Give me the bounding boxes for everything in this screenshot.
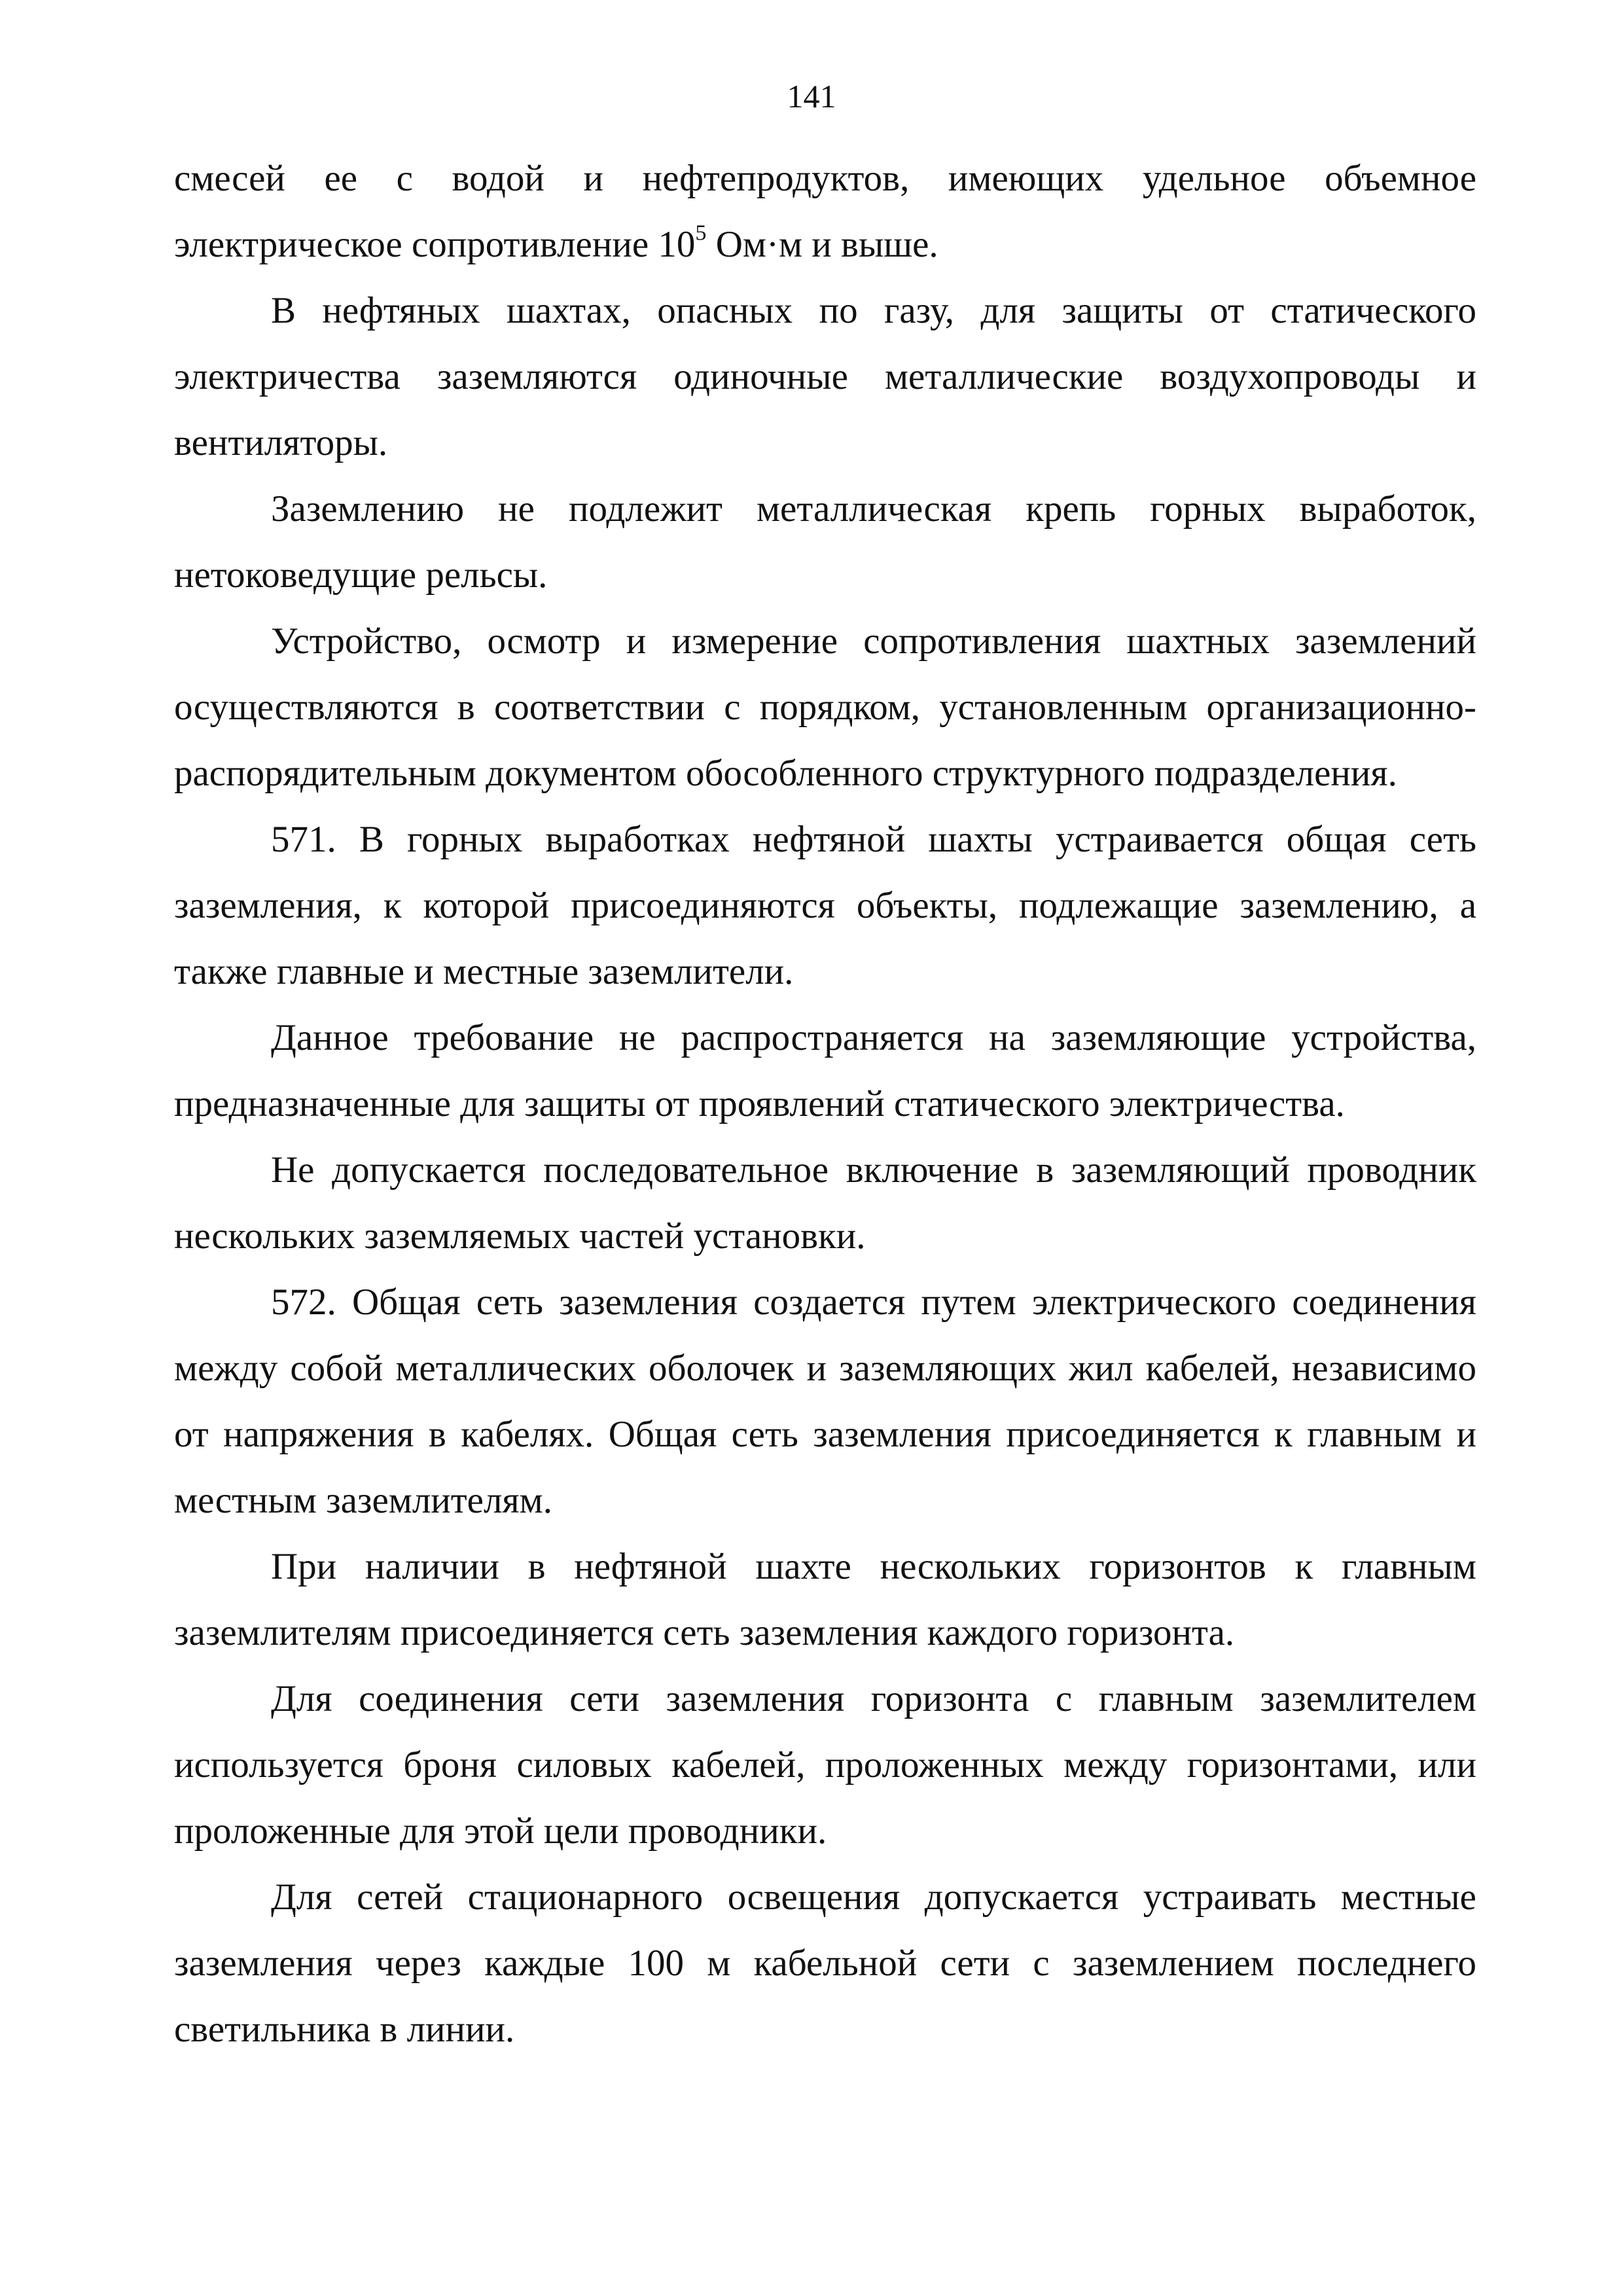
- paragraph-series-connection: Не допускается последовательное включение в заземляющий проводник нескольких заземляемых частей установки.: [174, 1149, 1476, 1257]
- paragraph-inspection: Устройство, осмотр и измерение сопротивления шахтных заземлений осуществляются в соответствии с порядком, установленным организационно-распорядительным документом обособленного структурного подразделения.: [174, 620, 1476, 794]
- paragraph-text: Ом·м и выше.: [706, 224, 938, 265]
- paragraph-exception: Данное требование не распространяется на заземляющие устройства, предназначенные для защиты от проявлений статического электричества.: [174, 1017, 1476, 1124]
- paragraph-clause-572: 572. Общая сеть заземления создается путем электрического соединения между собой металлических оболочек и заземляющих жил кабелей, независимо от напряжения в кабелях. Общая сеть заземления присоединяется к главным и местным заземлителям.: [174, 1282, 1476, 1521]
- paragraph-cable-armor: Для соединения сети заземления горизонта с главным заземлителем используется броня силовых кабелей, проложенных между горизонтами, или проложенные для этой цели проводники.: [174, 1678, 1476, 1852]
- paragraph-not-grounded: Заземлению не подлежит металлическая крепь горных выработок, нетоковедущие рельсы.: [174, 488, 1476, 596]
- paragraph-text: смесей ее с водой и нефтепродуктов, имеющих удельное объемное электрическое сопротивление 10: [174, 158, 1476, 265]
- page-number: 141: [787, 78, 836, 115]
- paragraph-lighting: Для сетей стационарного освещения допускается устраивать местные заземления через каждые 100 м кабельной сети с заземлением последнего светильника в линии.: [174, 1876, 1476, 2050]
- paragraph-horizons: При наличии в нефтяной шахте нескольких горизонтов к главным заземлителям присоединяется сеть заземления каждого горизонта.: [174, 1546, 1476, 1653]
- paragraph-clause-571: 571. В горных выработках нефтяной шахты устраивается общая сеть заземления, к которой присоединяются объекты, подлежащие заземлению, а также главные и местные заземлители.: [174, 819, 1476, 992]
- paragraph-grounding-fans: В нефтяных шахтах, опасных по газу, для защиты от статического электричества заземляются одиночные металлические воздухопроводы и вентиляторы.: [174, 290, 1476, 463]
- superscript-exponent: 5: [695, 221, 707, 245]
- paragraph-continuation: [174, 145, 1476, 278]
- document-body: [174, 145, 1476, 2062]
